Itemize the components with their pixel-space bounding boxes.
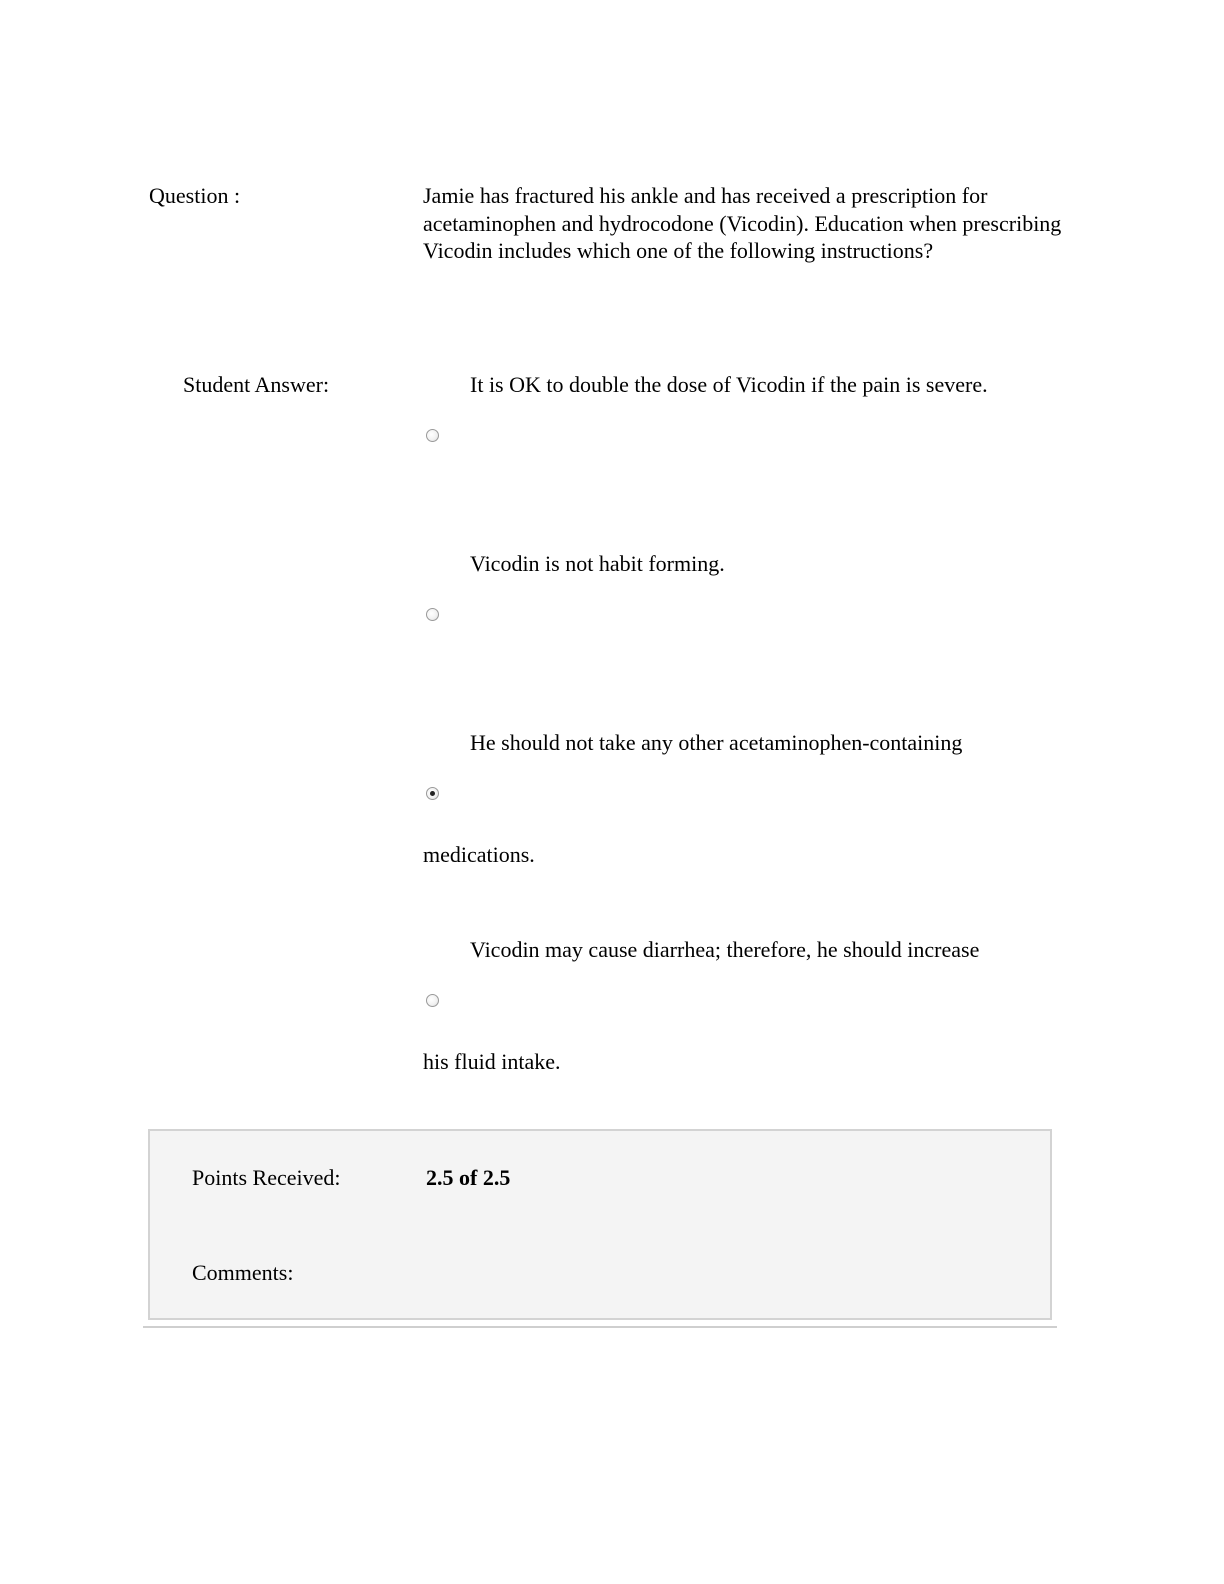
option-4-text: Vicodin may cause diarrhea; therefore, he should increase	[470, 937, 980, 962]
option-2-text: Vicodin is not habit forming.	[470, 551, 725, 576]
question-text: Jamie has fractured his ankle and has received a prescription for acetaminophen and hydrocodone (Vicodin). Education when prescribing Vicodin includes which one of the following instructions?	[423, 183, 1062, 263]
option-3-radio-selected[interactable]	[426, 787, 439, 800]
option-4-text-continued: his fluid intake.	[423, 1049, 561, 1074]
comments-label: Comments:	[192, 1260, 294, 1285]
option-1-text: It is OK to double the dose of Vicodin if the pain is severe.	[470, 372, 988, 397]
divider	[143, 1326, 1057, 1328]
student-answer-label: Student Answer:	[183, 372, 330, 397]
points-received-value: 2.5 of 2.5	[426, 1165, 511, 1190]
option-4-radio[interactable]	[426, 994, 439, 1007]
question-label: Question :	[149, 183, 241, 208]
points-received-label: Points Received:	[192, 1165, 341, 1190]
option-3-text-continued: medications.	[423, 842, 535, 867]
radio-selected-dot-icon	[430, 791, 435, 796]
points-panel	[148, 1129, 1052, 1320]
option-3-text: He should not take any other acetaminophen-containing	[470, 730, 963, 755]
option-2-radio[interactable]	[426, 608, 439, 621]
option-1-radio[interactable]	[426, 429, 439, 442]
